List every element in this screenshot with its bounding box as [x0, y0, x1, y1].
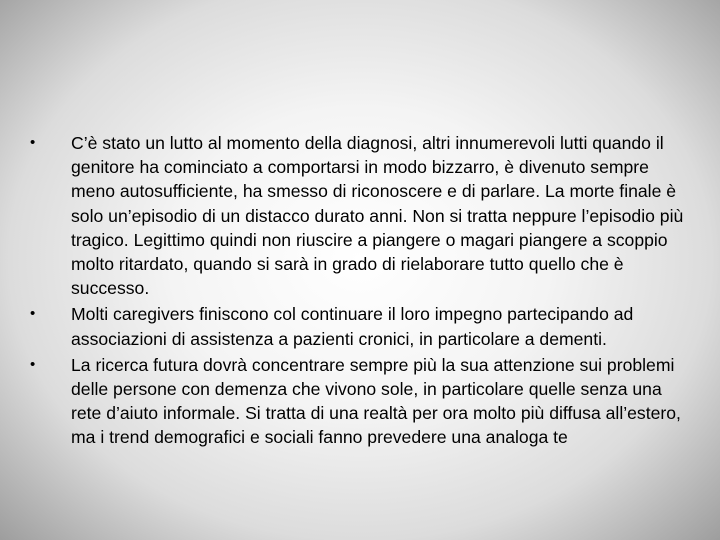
bullet-marker: • [30, 305, 36, 323]
bullet-text: Molti caregivers finiscono col continuare il loro impegno partecipando ad associazioni di assistenza a pazienti cronici, in particolare a dementi. [71, 304, 634, 349]
bullet-marker: • [30, 355, 36, 373]
bullet-item [30, 353, 695, 450]
bullet-item [30, 131, 695, 300]
bullet-item [30, 302, 695, 350]
bullet-list [30, 131, 695, 450]
bullet-marker: • [30, 134, 36, 151]
bullet-text: C’è stato un lutto al momento della diagnosi, altri innumerevoli lutti quando il genitore ha cominciato a comportarsi in modo bizzarro, è divenuto sempre meno autosufficiente, ha smesso di riconoscere e di parlare. La morte finale è solo un’episodio di un distacco durato anni. Non si tratta neppure l’episodio più tragico. Legittimo quindi non riuscire a piangere o magari piangere a scoppio molto ritardato, quando si sarà in grado di rielaborare tutto quello che è successo. [71, 133, 684, 299]
bullet-text: La ricerca futura dovrà concentrare sempre più la sua attenzione sui problemi delle persone con demenza che vivono sole, in particolare quelle senza una rete d’aiuto informale. Si tratta di una realtà per ora molto più diffusa all’estero, ma i trend demografici e sociali fanno prevedere una analoga te [71, 354, 681, 448]
